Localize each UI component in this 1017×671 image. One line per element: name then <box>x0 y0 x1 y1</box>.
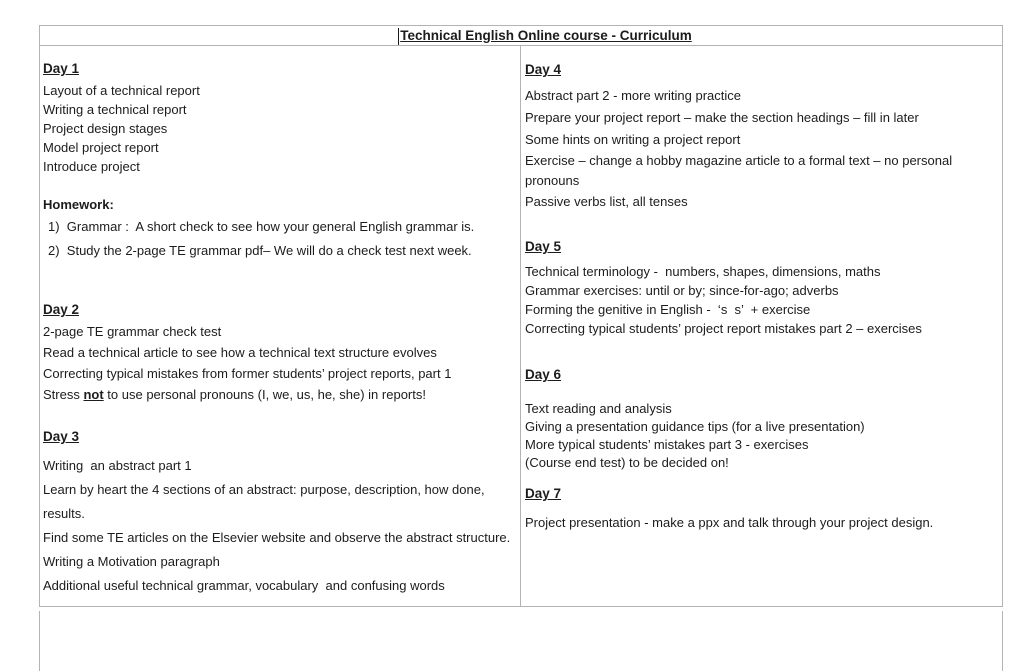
day3-item: Writing an abstract part 1 <box>43 458 192 473</box>
section-day7 <box>525 484 997 532</box>
day4-item: Abstract part 2 - more writing practice <box>525 88 742 103</box>
day7-heading: Day 7 <box>525 486 562 501</box>
document-title: Technical English Online course - Curriculum <box>400 28 692 43</box>
section-day1 <box>43 59 515 176</box>
section-day2 <box>43 299 515 405</box>
day4-item: Exercise – change a hobby magazine article to a formal text – no personal pronouns <box>525 153 956 188</box>
day2-item: 2-page TE grammar check test <box>43 324 222 339</box>
homework-item: 2) Study the 2-page TE grammar pdf– We will do a check test next week. <box>48 243 472 258</box>
day6-heading: Day 6 <box>525 367 562 382</box>
day7-item: Project presentation - make a ppx and talk through your project design. <box>525 515 934 530</box>
day5-item: Forming the genitive in English - ‘s s’ + exercise <box>525 302 811 317</box>
day3-heading: Day 3 <box>43 429 80 444</box>
stress-not-emphasis: not <box>83 387 104 402</box>
homework-heading: Homework: <box>43 197 114 212</box>
day4-item: Passive verbs list, all tenses <box>525 194 688 209</box>
right-column-cell[interactable] <box>521 46 1002 606</box>
curriculum-content-row <box>39 46 1003 607</box>
section-homework <box>43 195 515 263</box>
day2-item: Read a technical article to see how a technical text structure evolves <box>43 345 437 360</box>
day6-item: (Course end test) to be decided on! <box>525 455 729 470</box>
section-day5 <box>525 237 997 338</box>
day5-item: Grammar exercises: until or by; since-for-ago; adverbs <box>525 283 839 298</box>
table-title-cell[interactable] <box>39 25 1003 46</box>
day6-item: More typical students’ mistakes part 3 - exercises <box>525 437 809 452</box>
homework-item: 1) Grammar : A short check to see how your general English grammar is. <box>48 219 475 234</box>
text-cursor <box>398 28 399 45</box>
day1-item: Project design stages <box>43 121 168 136</box>
day1-item: Model project report <box>43 140 159 155</box>
day3-item: Writing a Motivation paragraph <box>43 554 220 569</box>
day4-item: Prepare your project report – make the section headings – fill in later <box>525 110 919 125</box>
day3-item: Find some TE articles on the Elsevier website and observe the abstract structure. <box>43 530 511 545</box>
section-day6 <box>525 366 997 472</box>
stress-suffix: to use personal pronouns (I, we, us, he, she) in reports! <box>103 387 426 402</box>
section-day4 <box>525 59 997 213</box>
day3-item: Learn by heart the 4 sections of an abstract: purpose, description, how done, results. <box>43 482 489 521</box>
next-table-row-partial[interactable] <box>39 611 1003 671</box>
left-column-cell[interactable] <box>40 46 521 606</box>
curriculum-table <box>39 25 1003 671</box>
day4-heading: Day 4 <box>525 62 562 77</box>
day1-item: Writing a technical report <box>43 102 187 117</box>
day6-items <box>525 400 997 472</box>
day5-item: Technical terminology - numbers, shapes, dimensions, maths <box>525 264 881 279</box>
day1-item: Layout of a technical report <box>43 83 200 98</box>
day5-item: Correcting typical students’ project report mistakes part 2 – exercises <box>525 321 922 336</box>
day6-item: Giving a presentation guidance tips (for a live presentation) <box>525 419 865 434</box>
day6-item: Text reading and analysis <box>525 401 672 416</box>
day2-stress-item <box>43 384 515 405</box>
day5-heading: Day 5 <box>525 239 562 254</box>
day1-heading: Day 1 <box>43 61 80 76</box>
day3-item: Additional useful technical grammar, vocabulary and confusing words <box>43 578 445 593</box>
day4-item: Some hints on writing a project report <box>525 132 741 147</box>
day2-item: Correcting typical mistakes from former students’ project reports, part 1 <box>43 366 452 381</box>
day2-heading: Day 2 <box>43 302 80 317</box>
section-day3 <box>43 425 515 598</box>
stress-prefix: Stress <box>43 387 84 402</box>
day1-item: Introduce project <box>43 159 140 174</box>
